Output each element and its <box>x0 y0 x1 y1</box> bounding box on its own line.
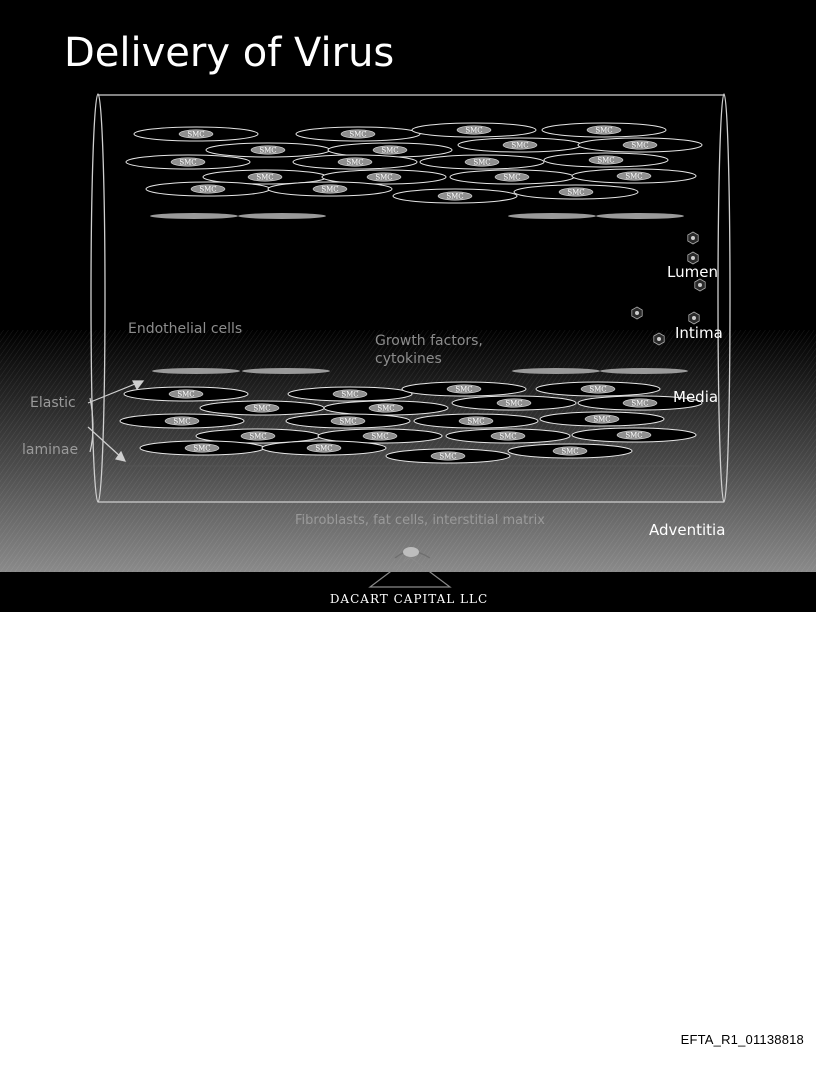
label-growth-factors: Growth factors, <box>375 333 483 349</box>
smooth-muscle-cell-label: SMC <box>315 444 333 453</box>
smooth-muscle-cell-label: SMC <box>256 173 274 182</box>
smooth-muscle-cell <box>450 170 574 184</box>
smooth-muscle-cell-label: SMC <box>473 158 491 167</box>
smooth-muscle-cell-label: SMC <box>339 417 357 426</box>
label-cytokines: cytokines <box>375 351 442 367</box>
smooth-muscle-cell <box>572 169 696 183</box>
smooth-muscle-cell-label: SMC <box>593 415 611 424</box>
smooth-muscle-cell-label: SMC <box>625 431 643 440</box>
smooth-muscle-cell-label: SMC <box>597 156 615 165</box>
smooth-muscle-cell-label: SMC <box>371 432 389 441</box>
smooth-muscle-cell <box>288 387 412 401</box>
smooth-muscle-cell <box>324 401 448 415</box>
smooth-muscle-cell <box>578 138 702 152</box>
label-intima: Intima <box>675 324 723 342</box>
smooth-muscle-cell <box>140 441 264 455</box>
smooth-muscle-cell <box>120 414 244 428</box>
smooth-muscle-cell-label: SMC <box>346 158 364 167</box>
smooth-muscle-cell-label: SMC <box>249 432 267 441</box>
smooth-muscle-cell <box>412 123 536 137</box>
smooth-muscle-cell <box>542 123 666 137</box>
smooth-muscle-cell <box>514 185 638 199</box>
virus-particle-icon <box>632 307 642 319</box>
smooth-muscle-cell-label: SMC <box>625 172 643 181</box>
smooth-muscle-cell-label: SMC <box>173 417 191 426</box>
smooth-muscle-cell <box>206 143 330 157</box>
smooth-muscle-cell <box>268 182 392 196</box>
virus-particle-icon <box>688 232 698 244</box>
smooth-muscle-cell <box>452 396 576 410</box>
smooth-muscle-cell-label: SMC <box>253 404 271 413</box>
smooth-muscle-cell <box>393 189 517 203</box>
smooth-muscle-cell <box>286 414 410 428</box>
smooth-muscle-cell-label: SMC <box>589 385 607 394</box>
smooth-muscle-cell <box>293 155 417 169</box>
smooth-muscle-cell-label: SMC <box>446 192 464 201</box>
label-elastic: Elastic <box>30 395 76 411</box>
smooth-muscle-cell-label: SMC <box>341 390 359 399</box>
smooth-muscle-cell-label: SMC <box>631 141 649 150</box>
smooth-muscle-cell <box>536 382 660 396</box>
smooth-muscle-cell <box>446 429 570 443</box>
smooth-muscle-cell <box>200 401 324 415</box>
smooth-muscle-cell <box>386 449 510 463</box>
smooth-muscle-cell <box>420 155 544 169</box>
smooth-muscle-cell-label: SMC <box>177 390 195 399</box>
smooth-muscle-cell <box>508 444 632 458</box>
smooth-muscle-cell-label: SMC <box>631 399 649 408</box>
label-media: Media <box>673 388 719 406</box>
smooth-muscle-cell-label: SMC <box>499 432 517 441</box>
smooth-muscle-cell-label: SMC <box>503 173 521 182</box>
smooth-muscle-cell <box>402 382 526 396</box>
smooth-muscle-cell <box>572 428 696 442</box>
virus-particle-icon <box>654 333 664 345</box>
company-logo-text: DACART CAPITAL LLC <box>329 592 489 606</box>
smooth-muscle-cell-label: SMC <box>511 141 529 150</box>
smooth-muscle-cell-label: SMC <box>321 185 339 194</box>
smooth-muscle-cell <box>544 153 668 167</box>
smooth-muscle-cell-label: SMC <box>199 185 217 194</box>
smooth-muscle-cell <box>414 414 538 428</box>
label-laminae: laminae <box>22 442 79 458</box>
smooth-muscle-cell-label: SMC <box>595 126 613 135</box>
smooth-muscle-cell-label: SMC <box>179 158 197 167</box>
label-endothelial-cells: Endothelial cells <box>128 321 243 337</box>
smooth-muscle-cell <box>540 412 664 426</box>
smooth-muscle-cell-label: SMC <box>187 130 205 139</box>
slide-title: Delivery of Virus <box>64 30 395 76</box>
smooth-muscle-cell <box>262 441 386 455</box>
smooth-muscle-cell <box>126 155 250 169</box>
label-lumen: Lumen <box>667 263 718 281</box>
smooth-muscle-cell-label: SMC <box>375 173 393 182</box>
smooth-muscle-cell-label: SMC <box>349 130 367 139</box>
smooth-muscle-cell-label: SMC <box>259 146 277 155</box>
smooth-muscle-cell <box>146 182 270 196</box>
smooth-muscle-cell-label: SMC <box>439 452 457 461</box>
smooth-muscle-cell-label: SMC <box>467 417 485 426</box>
smooth-muscle-cell <box>134 127 258 141</box>
document-id-stamp: EFTA_R1_01138818 <box>680 1032 804 1047</box>
smooth-muscle-cell-label: SMC <box>561 447 579 456</box>
smooth-muscle-cell <box>296 127 420 141</box>
smooth-muscle-cell-label: SMC <box>193 444 211 453</box>
smooth-muscle-cell-label: SMC <box>567 188 585 197</box>
virus-particle-icon <box>689 312 699 324</box>
smooth-muscle-cell-label: SMC <box>455 385 473 394</box>
label-fibroblasts: Fibroblasts, fat cells, interstitial matrix <box>295 513 545 528</box>
smooth-muscle-cell <box>124 387 248 401</box>
smooth-muscle-cell <box>458 138 582 152</box>
label-adventitia: Adventitia <box>649 521 726 539</box>
smooth-muscle-cell-label: SMC <box>505 399 523 408</box>
smooth-muscle-cell-label: SMC <box>377 404 395 413</box>
smooth-muscle-cells-upper <box>126 123 702 203</box>
smooth-muscle-cell-label: SMC <box>465 126 483 135</box>
smooth-muscle-cell-label: SMC <box>381 146 399 155</box>
